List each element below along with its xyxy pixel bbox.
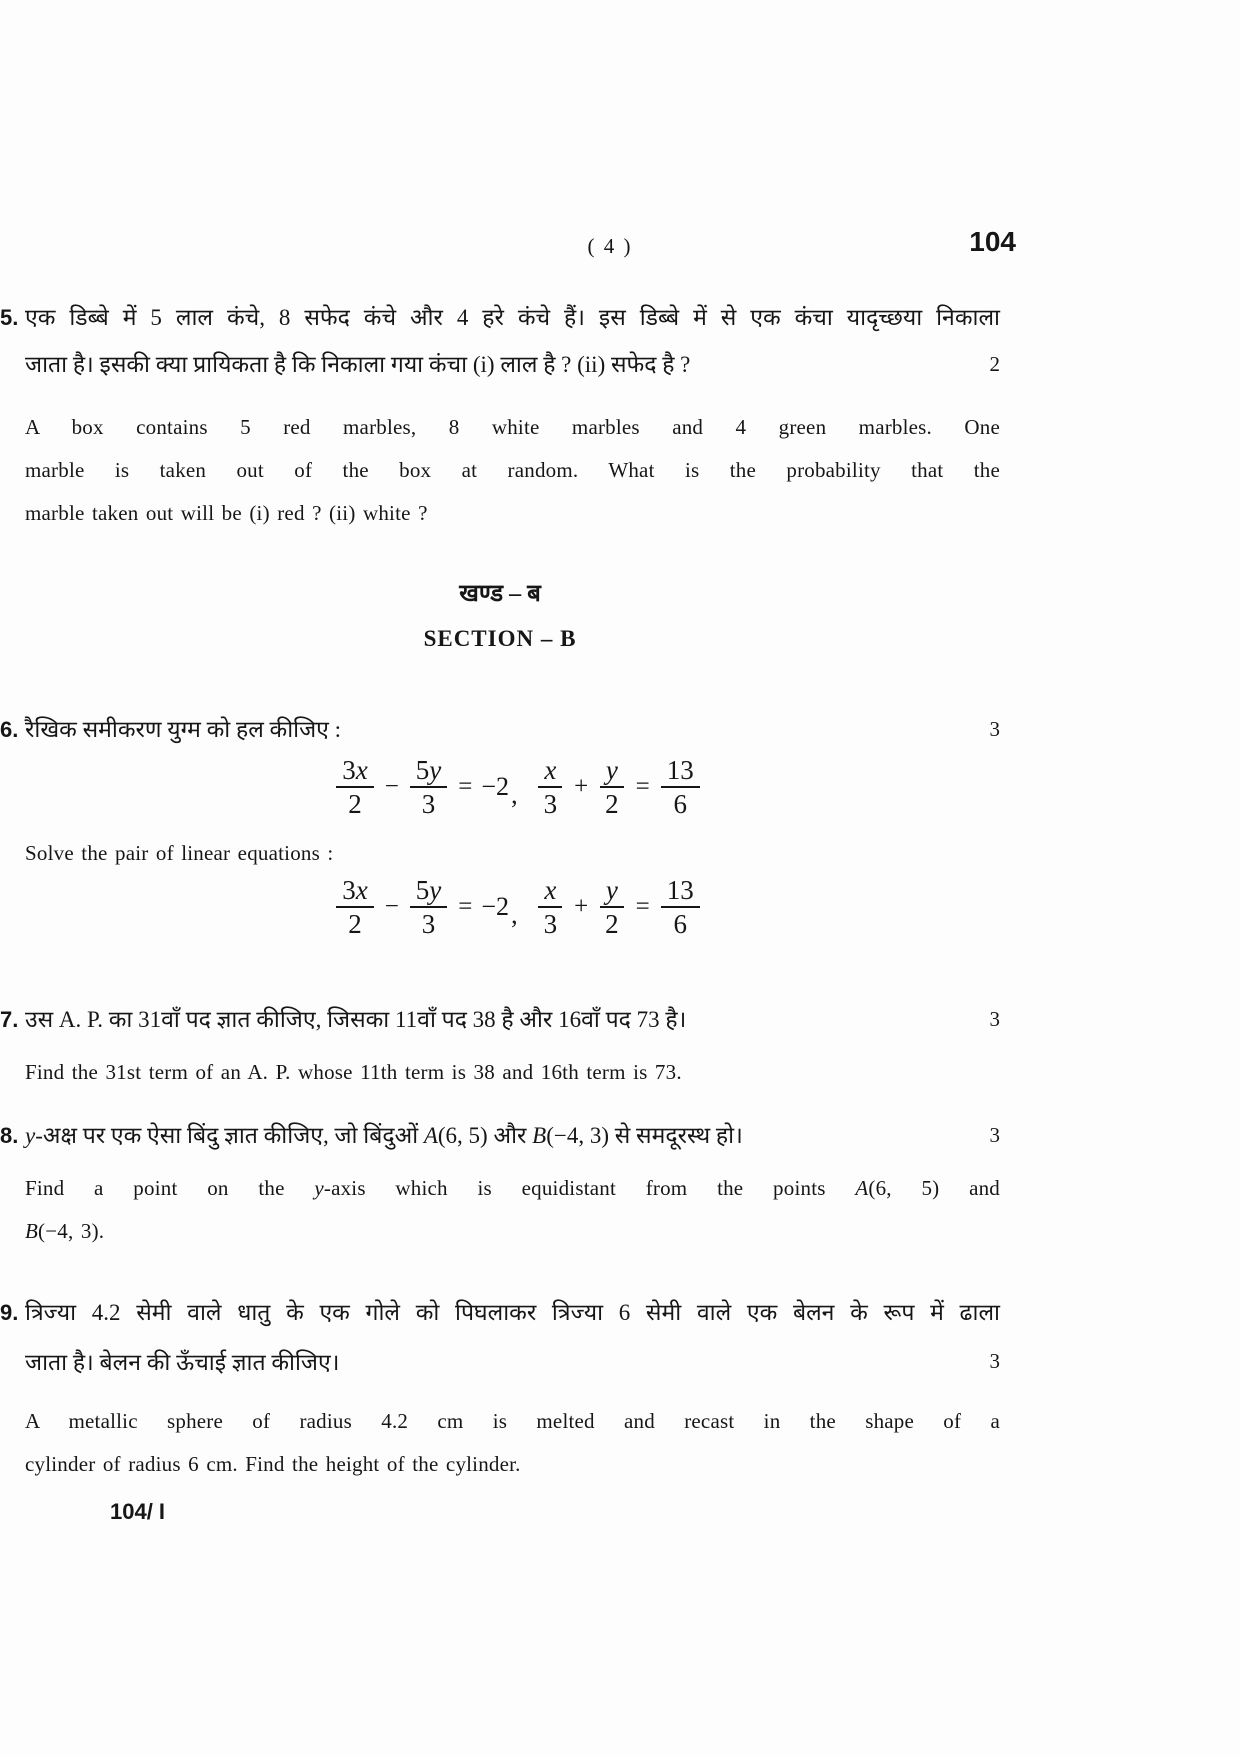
page-number: ( 4 ) [587, 234, 633, 258]
question-5-english-line-2: marble is taken out of the box at random. What is the probability that the [25, 458, 1000, 482]
question-7-english-text: Find the 31st term of an A. P. whose 11th term is 38 and 16th term is 73. [25, 1060, 682, 1084]
question-8-number: 8. [0, 1123, 19, 1148]
minus-operator: − [384, 893, 399, 920]
fraction-y-over-2: $\frac{y}{2}$ [599, 877, 625, 937]
equals-sign: = [458, 893, 473, 920]
paper-code: 104 [969, 226, 1016, 257]
minus-operator: − [384, 773, 399, 800]
rhs-value: −2 [481, 772, 510, 801]
question-5-hindi-line-2: जाता है। इसकी क्या प्रायिकता है कि निकाला गया कंचा (i) लाल है ? (ii) सफेद है ? [25, 352, 691, 377]
question-9-english-line-2: cylinder of radius 6 cm. Find the height of the cylinder. [25, 1452, 521, 1476]
question-9-marks: 3 [989, 1349, 1000, 1373]
fraction-5y-over-3: $\frac{5y}{3}$ [410, 757, 447, 817]
question-8-english-line-1: Find a point on the y-axis which is equidistant from the points A(6, 5) and [25, 1176, 1001, 1200]
equation-comma: , [511, 780, 518, 809]
question-5-english-line-1: A box contains 5 red marbles, 8 white marbles and 4 green marbles. One [25, 415, 1000, 439]
fraction-5y-over-3: $\frac{5y}{3}$ [410, 877, 447, 937]
fraction-3x-over-2: $\frac{3x}{2}$ [336, 757, 373, 817]
question-9-english-line-1: A metallic sphere of radius 4.2 cm is melted and recast in the shape of a [25, 1409, 1000, 1433]
equals-sign: = [458, 773, 473, 800]
question-6-english-block [0, 838, 1000, 868]
rhs-value: −2 [481, 892, 510, 921]
question-6-marks: 3 [989, 717, 1000, 741]
question-8-hindi-text: y-अक्ष पर एक ऐसा बिंदु ज्ञात कीजिए, जो बिंदुओं A(6, 5) और B(−4, 3) से समदूरस्थ हो। [25, 1123, 743, 1148]
question-7 [0, 996, 1000, 1094]
question-7-marks: 3 [989, 1007, 1000, 1031]
equation-comma: , [511, 900, 518, 929]
fraction-13-over-6: $\frac{13}{6}$ [661, 877, 700, 937]
question-5 [0, 294, 1000, 535]
question-9-hindi-line-1: त्रिज्या 4.2 सेमी वाले धातु के एक गोले को पिघलाकर त्रिज्या 6 सेमी वाले एक बेलन के रूप में ढाला [25, 1300, 1000, 1325]
equals-sign: = [635, 893, 650, 920]
fraction-13-over-6: $\frac{13}{6}$ [661, 757, 700, 817]
question-8-marks: 3 [989, 1123, 1000, 1147]
question-8-english-line-2: B(−4, 3). [25, 1219, 105, 1243]
question-6 [0, 706, 1000, 753]
question-8 [0, 1112, 1000, 1253]
q6-equation-display-2 [18, 877, 1018, 937]
equals-sign: = [635, 773, 650, 800]
section-heading-english: SECTION – B [423, 626, 577, 651]
question-7-hindi-text: उस A. P. का 31वाँ पद ज्ञात कीजिए, जिसका 11वाँ पद 38 है और 16वाँ पद 73 है। [25, 1007, 687, 1032]
fraction-x-over-3: $\frac{x}{3}$ [538, 877, 564, 937]
question-5-english-line-3: marble taken out will be (i) red ? (ii) white ? [25, 501, 428, 525]
question-5-number: 5. [0, 305, 19, 330]
plus-operator: + [574, 893, 589, 920]
fraction-y-over-2: $\frac{y}{2}$ [599, 757, 625, 817]
footer-paper-code: 104/ I [110, 1499, 166, 1524]
section-heading-hindi: खण्ड – ब [459, 581, 541, 607]
question-6-number: 6. [0, 717, 19, 742]
question-6-hindi-text: रैखिक समीकरण युग्म को हल कीजिए : [25, 717, 342, 742]
question-9-hindi-line-2: जाता है। बेलन की ऊँचाई ज्ञात कीजिए। [25, 1350, 340, 1375]
question-7-number: 7. [0, 1007, 19, 1032]
q6-equation-display-1 [18, 757, 1018, 817]
question-5-marks: 2 [989, 352, 1000, 376]
fraction-3x-over-2: $\frac{3x}{2}$ [336, 877, 373, 937]
question-6-english-text: Solve the pair of linear equations : [25, 841, 334, 865]
fraction-x-over-3: $\frac{x}{3}$ [538, 757, 564, 817]
question-5-hindi-line-1: एक डिब्बे में 5 लाल कंचे, 8 सफेद कंचे और 4 हरे कंचे हैं। इस डिब्बे में से एक कंचा यादृच्छया निकाला [25, 305, 1000, 330]
plus-operator: + [574, 773, 589, 800]
question-9-number: 9. [0, 1300, 19, 1325]
question-9 [0, 1288, 1000, 1486]
